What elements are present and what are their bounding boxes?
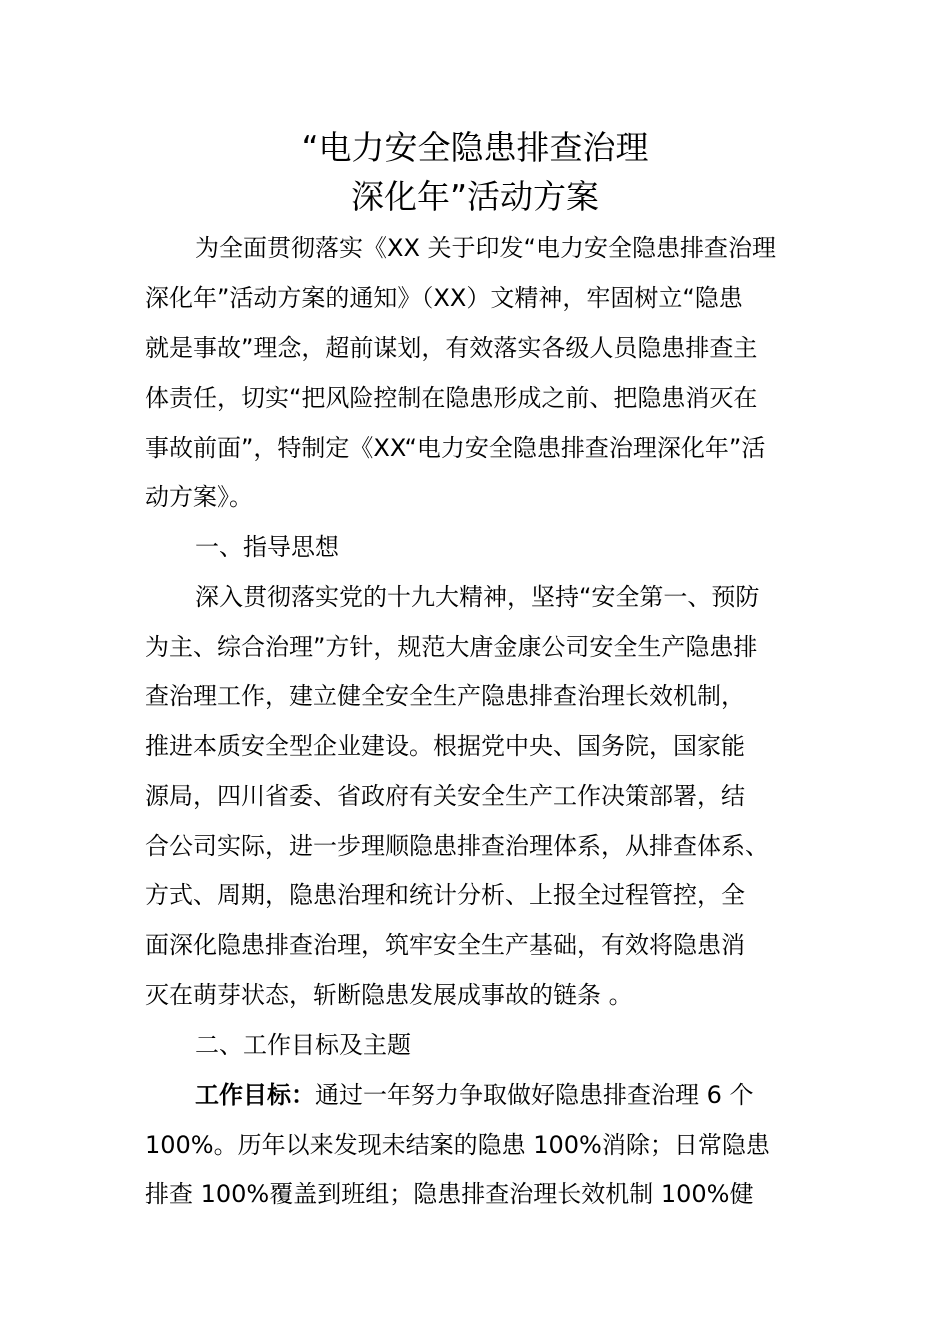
goal-label: 工作目标： xyxy=(195,1081,315,1109)
section-heading-1: 一、指导思想 xyxy=(195,533,339,561)
section1-line: 灭在萌芽状态，斩断隐患发展成事故的链条 。 xyxy=(145,981,633,1009)
document-title-line-2: 深化年”活动方案 xyxy=(350,177,600,216)
intro-line: 就是事故”理念，超前谋划，有效落实各级人员隐患排查主 xyxy=(145,334,758,362)
section1-line: 查治理工作，建立健全安全生产隐患排查治理长效机制， xyxy=(145,682,745,710)
intro-line: 事故前面”，特制定《XX“电力安全隐患排查治理深化年”活 xyxy=(145,434,766,462)
section1-line: 为主、综合治理”方针，规范大唐金康公司安全生产隐患排 xyxy=(145,633,758,661)
section1-line: 推进本质安全型企业建设。根据党中央、国务院，国家能 xyxy=(145,732,745,760)
section1-line: 面深化隐患排查治理，筑牢安全生产基础，有效将隐患消 xyxy=(145,931,745,959)
section1-line: 合公司实际，进一步理顺隐患排查治理体系，从排查体系、 xyxy=(145,832,769,860)
goal-text: 通过一年努力争取做好隐患排查治理 6 个 xyxy=(315,1081,754,1109)
intro-line: 深化年”活动方案的通知》（XX）文精神，牢固树立“隐患 xyxy=(145,284,743,312)
section1-line: 深入贯彻落实党的十九大精神，坚持“安全第一、预防 xyxy=(195,583,760,611)
section-heading-2: 二、工作目标及主题 xyxy=(195,1031,411,1059)
goal-line xyxy=(195,1079,754,1111)
section1-line: 方式、周期，隐患治理和统计分析、上报全过程管控，全 xyxy=(145,881,745,909)
goal-line: 100%。历年以来发现未结案的隐患 100%消除；日常隐患 xyxy=(145,1131,770,1159)
document-title-line-1: “电力安全隐患排查治理 xyxy=(301,128,649,167)
intro-line: 体责任，切实“把风险控制在隐患形成之前、把隐患消灭在 xyxy=(145,384,758,412)
goal-line: 排查 100%覆盖到班组；隐患排查治理长效机制 100%健 xyxy=(145,1180,754,1208)
intro-line: 动方案》。 xyxy=(145,483,253,511)
section1-line: 源局，四川省委、省政府有关安全生产工作决策部署，结 xyxy=(145,782,745,810)
intro-line: 为全面贯彻落实《XX 关于印发“电力安全隐患排查治理 xyxy=(195,234,776,262)
